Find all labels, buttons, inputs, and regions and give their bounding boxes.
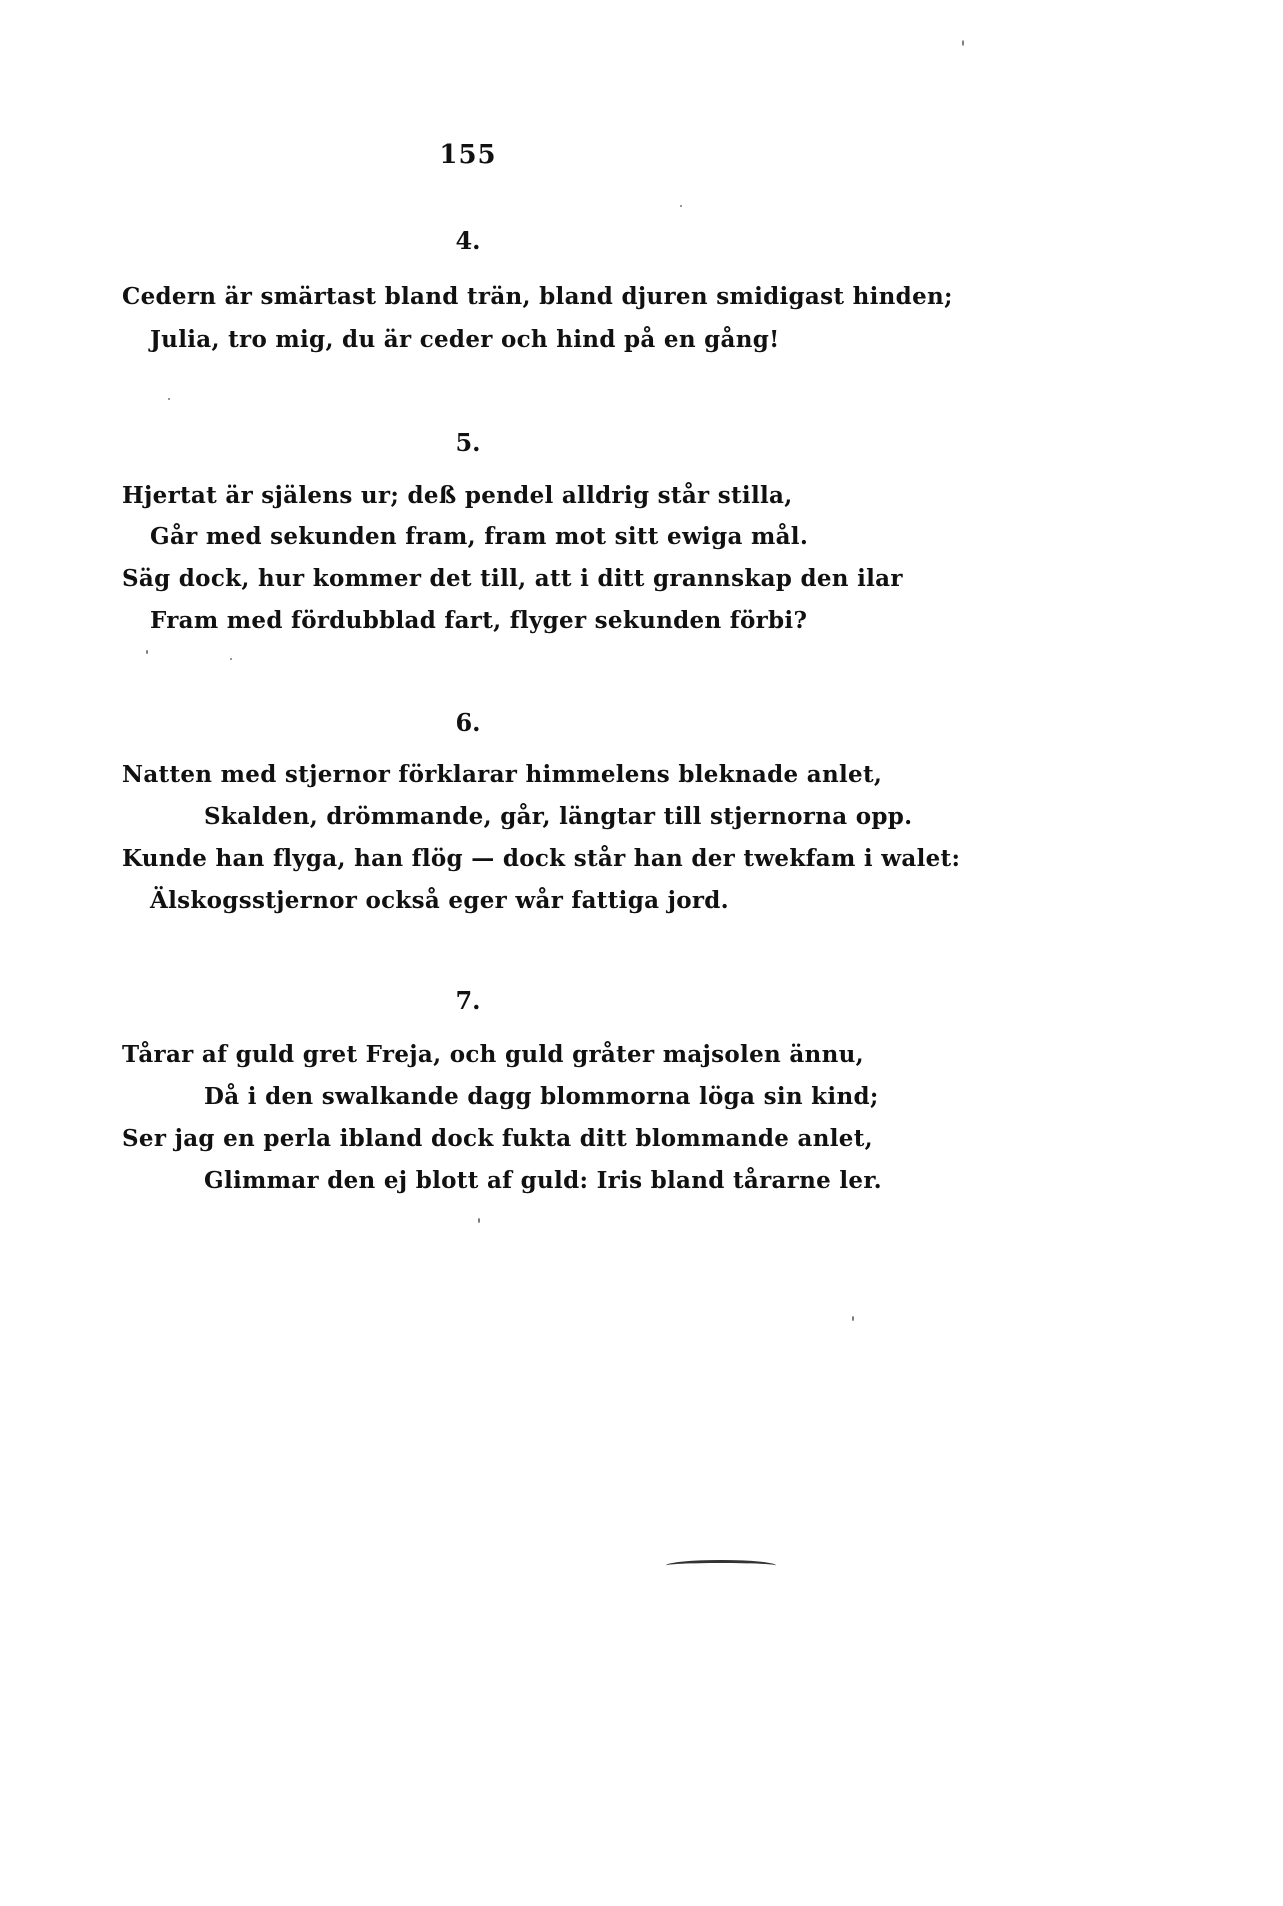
scan-speck (962, 40, 964, 46)
scan-speck (852, 1316, 854, 1321)
verse-line: Natten med stjernor förklarar himmelens bleknade anlet, (122, 761, 883, 788)
scan-speck (146, 650, 148, 654)
verse-line: Då i den swalkande dagg blommorna löga sin kind; (204, 1083, 879, 1110)
stanza-number: 5. (455, 428, 481, 457)
verse-line: Tårar af guld gret Freja, och guld gråter majsolen ännu, (122, 1041, 864, 1068)
verse-line: Julia, tro mig, du är ceder och hind på en gång! (150, 326, 780, 353)
scan-edge-mark (666, 1560, 776, 1571)
scan-speck (680, 205, 682, 207)
verse-line: Cedern är smärtast bland trän, bland djuren smidigast hinden; (122, 283, 953, 310)
scan-speck (168, 398, 170, 400)
stanza-number: 6. (455, 708, 481, 737)
page-number: 155 (439, 140, 497, 170)
verse-line: Skalden, drömmande, går, längtar till stjernorna opp. (204, 803, 913, 830)
scan-speck (230, 658, 232, 660)
verse-line: Säg dock, hur kommer det till, att i ditt grannskap den ilar (122, 565, 903, 592)
stanza-number: 4. (455, 226, 481, 255)
verse-line: Går med sekunden fram, fram mot sitt ewiga mål. (150, 523, 809, 550)
verse-line: Ser jag en perla ibland dock fukta ditt blommande anlet, (122, 1125, 873, 1152)
verse-line: Glimmar den ej blott af guld: Iris bland tårarne ler. (204, 1167, 882, 1194)
stanza-number: 7. (455, 986, 481, 1015)
scan-speck (478, 1218, 480, 1223)
verse-line: Hjertat är själens ur; deß pendel alldrig står stilla, (122, 482, 793, 509)
verse-line: Fram med fördubblad fart, flyger sekunden förbi? (150, 607, 808, 634)
verse-line: Älskogsstjernor också eger wår fattiga jord. (150, 887, 729, 914)
verse-line: Kunde han flyga, han flög — dock står han der twekfam i walet: (122, 845, 961, 872)
